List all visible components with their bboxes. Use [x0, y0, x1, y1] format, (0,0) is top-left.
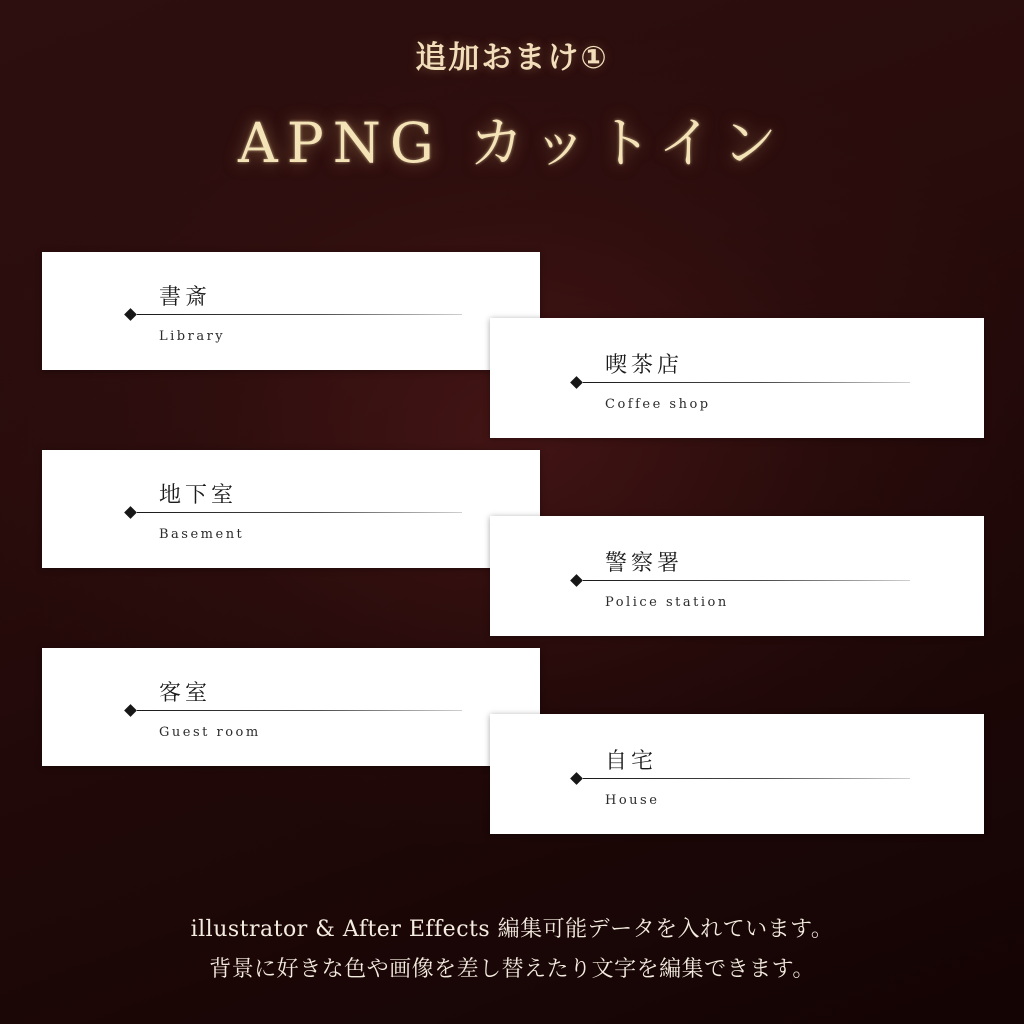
card-title-jp: 喫茶店: [605, 353, 684, 378]
card-title-en: Library: [159, 329, 226, 344]
card-divider: [137, 512, 462, 513]
diamond-bullet-icon: [124, 704, 137, 717]
diamond-bullet-icon: [124, 308, 137, 321]
diamond-bullet-icon: [570, 376, 583, 389]
card-divider: [583, 580, 910, 581]
card-row: [0, 648, 1024, 846]
card-row: [0, 450, 1024, 648]
card-title-en: Police station: [605, 595, 729, 610]
card-divider: [583, 778, 910, 779]
card-title-en: Basement: [159, 527, 245, 542]
diamond-bullet-icon: [124, 506, 137, 519]
card-title-en: Guest room: [159, 725, 261, 740]
footer-line-2: 背景に好きな色や画像を差し替えたり文字を編集できます。: [209, 957, 815, 982]
card-title-jp: 自宅: [605, 749, 658, 774]
cut-in-card-house[interactable]: [490, 714, 984, 834]
poster-subtitle: 追加おまけ①: [415, 40, 609, 76]
card-row: [0, 252, 1024, 450]
poster-title: APNG カットイン: [238, 111, 786, 175]
cut-in-card-coffee-shop[interactable]: [490, 318, 984, 438]
cut-in-card-basement[interactable]: [42, 450, 540, 568]
card-title-jp: 警察署: [605, 551, 684, 576]
card-title-jp: 書斎: [159, 285, 212, 310]
card-divider: [137, 314, 462, 315]
footer-line-1: illustrator & After Effects 編集可能データを入れています。: [190, 917, 834, 942]
card-title-en: Coffee shop: [605, 397, 711, 412]
diamond-bullet-icon: [570, 574, 583, 587]
card-divider: [583, 382, 910, 383]
card-title-jp: 地下室: [159, 483, 238, 508]
cut-in-card-list: [0, 252, 1024, 846]
cut-in-card-library[interactable]: [42, 252, 540, 370]
diamond-bullet-icon: [570, 772, 583, 785]
cut-in-card-guest-room[interactable]: [42, 648, 540, 766]
card-divider: [137, 710, 462, 711]
poster-header: [0, 0, 1024, 178]
card-title-en: House: [605, 793, 660, 808]
card-title-jp: 客室: [159, 681, 212, 706]
poster-footer: [0, 910, 1024, 990]
cut-in-card-police-station[interactable]: [490, 516, 984, 636]
